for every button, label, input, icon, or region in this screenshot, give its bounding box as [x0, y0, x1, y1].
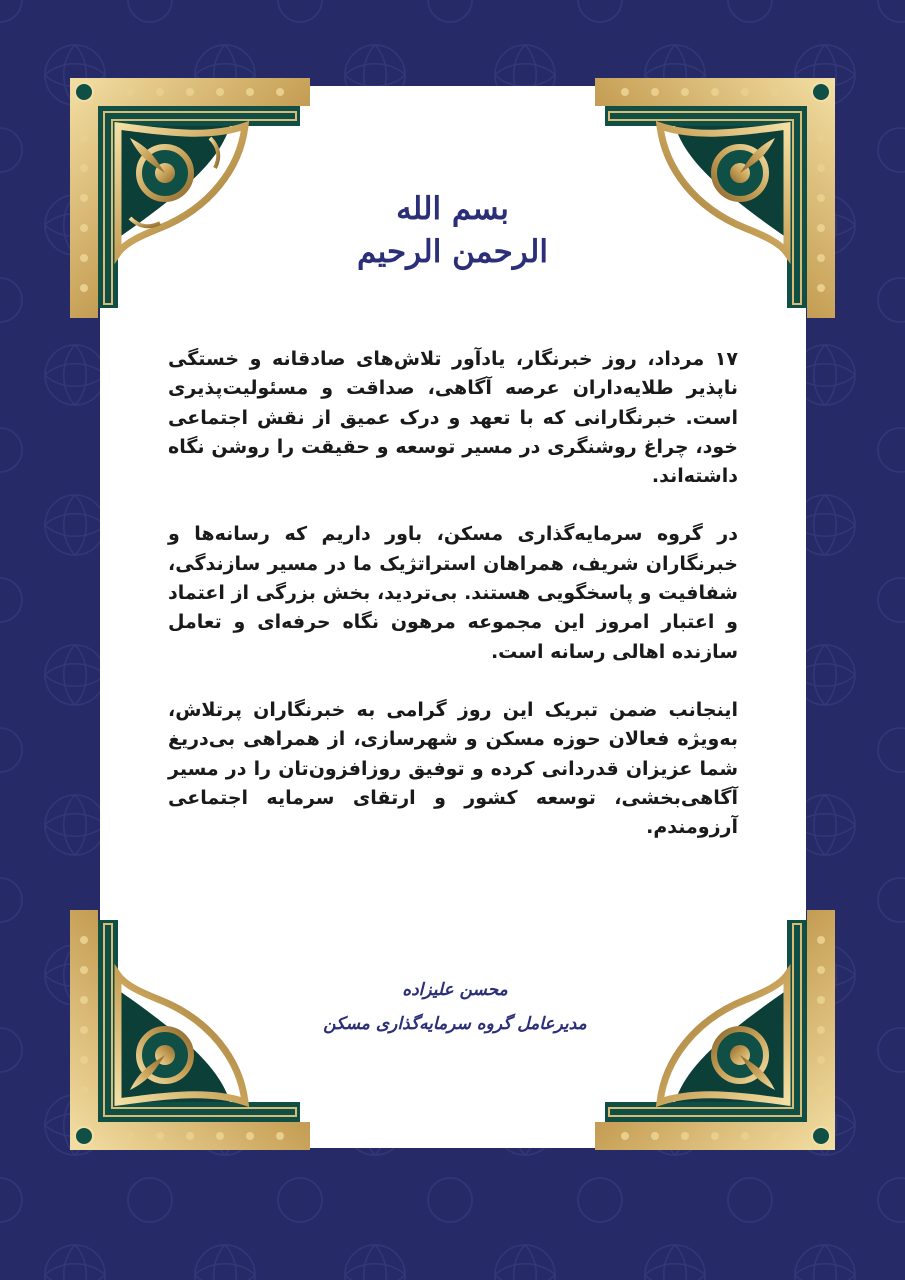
basmala-calligraphy: بسم الله الرحمن الرحیم	[357, 191, 548, 271]
letter-paragraph: در گروه سرمایه‌گذاری مسکن، باور داریم که رسانه‌ها و خبرنگاران شریف، همراهان استراتژیک ما در مسیر سازندگی، شفافیت و پاسخگویی هستند. بی‌تردید، بخش بزرگی از اعتماد و اعتبار امروز این مجموعه مرهون نگاه حرفه‌ای و تعامل سازنده اهالی رسانه است.	[168, 523, 738, 663]
signature-name: محسن علیزاده	[402, 980, 508, 1000]
ornament-corner-top-right	[595, 78, 835, 318]
letter-body	[168, 345, 738, 871]
ornament-corner-bottom-right	[595, 910, 835, 1150]
letter-paragraph: اینجانب ضمن تبریک این روز گرامی به خبرنگاران پرتلاش، به‌ویژه فعالان حوزه مسکن و شهرسازی، از همراهی بی‌دریغ شما عزیزان قدردانی کرده و توفیق روزافزون‌تان را در مسیر آگاهی‌بخشی، توسعه کشور و ارتقای سرمایه اجتماعی آرزومندم.	[168, 698, 738, 839]
ornament-corner-bottom-left	[70, 910, 310, 1150]
ornament-corner-top-left	[70, 78, 310, 318]
signature-title: مدیرعامل گروه سرمایه‌گذاری مسکن	[323, 1014, 587, 1034]
letter-paragraph: ۱۷ مرداد، روز خبرنگار، یادآور تلاش‌های صادقانه و خستگی ناپذیر طلایه‌داران عرصه آگاهی، صداقت و مسئولیت‌پذیری است. خبرنگارانی که با تعهد و درک عمیق از نقش اجتماعی خود، چراغ روشنگری در مسیر توسعه و حقیقت را روشن نگاه داشته‌اند.	[168, 348, 738, 488]
